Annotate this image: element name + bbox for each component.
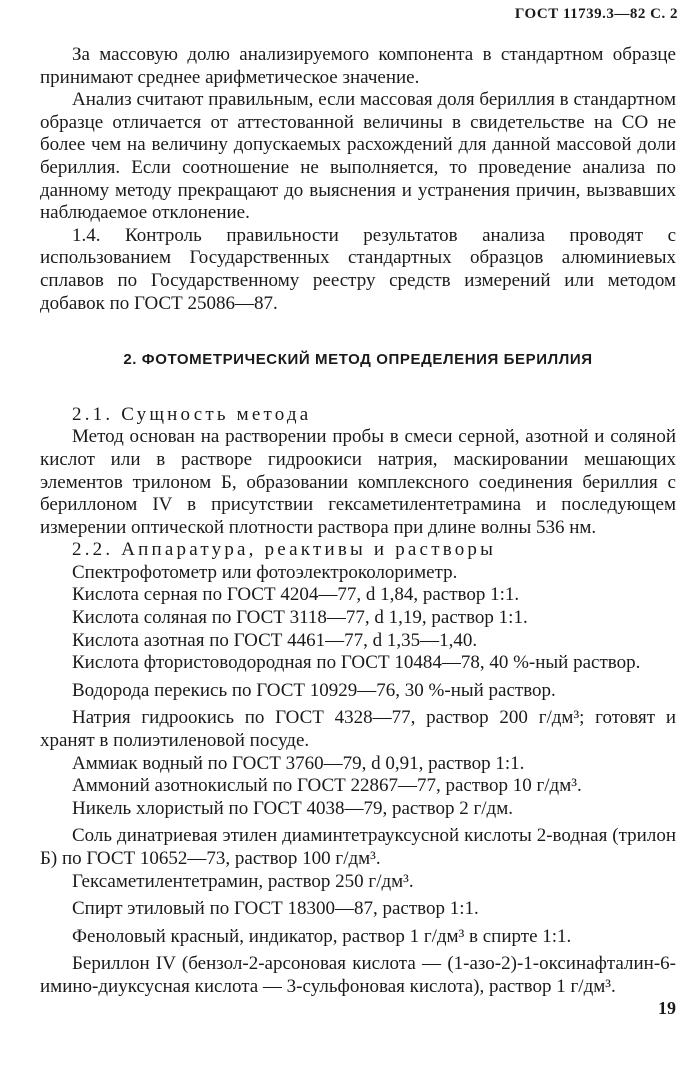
subsection-title: 2.1. Сущность метода bbox=[72, 403, 312, 425]
page-number: 19 bbox=[658, 998, 676, 1018]
reagent-item: Спектрофотометр или фотоэлектроколориметр. bbox=[72, 561, 458, 583]
reagent-item: Кислота соляная по ГОСТ 3118—77, d 1,19, раствор 1:1. bbox=[72, 607, 528, 629]
reagent-item: Соль динатриевая этилен диаминтетрауксусной кислоты 2-водная (трилон Б) по ГОСТ 10652—73, раствор 100 г/дм³. bbox=[40, 825, 676, 869]
paragraph: 1.4. Контроль правильности результатов анализа проводят с использованием Государственных стандартных образцов алюминиевых сплавов по Государственному реестру средств измерений или методом добавок по ГОСТ 25086—87. bbox=[40, 224, 676, 314]
paragraph: Анализ считают правильным, если массовая доля бериллия в стандартном образце отличается от аттестованной величины в свидетельстве на СО не более чем на величину допускаемых расхождений для данной массовой доли бериллия. Если соотношение не выполняется, то проведение анализа по данному методу прекращают до выяснения и устранения причин, вызвавших наблюдаемое отклонение. bbox=[40, 89, 676, 224]
reagent-item: Натрия гидроокись по ГОСТ 4328—77, раствор 200 г/дм³; готовят и хранят в полиэтиленовой посуде. bbox=[40, 707, 676, 752]
reagent-item: Кислота азотная по ГОСТ 4461—77, d 1,35—1,40. bbox=[72, 629, 478, 651]
reagent-item: Аммиак водный по ГОСТ 3760—79, d 0,91, раствор 1:1. bbox=[72, 752, 525, 774]
paragraph: За массовую долю анализируемого компонента в стандартном образце принимают среднее арифметическое значение. bbox=[40, 44, 676, 88]
reagent-item: Гексаметилентетрамин, раствор 250 г/дм³. bbox=[72, 870, 414, 892]
subsection-title: 2.2. Аппаратура, реактивы и растворы bbox=[72, 539, 497, 561]
section-heading: 2. ФОТОМЕТРИЧЕСКИЙ МЕТОД ОПРЕДЕЛЕНИЯ БЕРИЛЛИЯ bbox=[123, 351, 593, 369]
reagent-item: Кислота фтористоводородная по ГОСТ 10484—78, 40 %-ный раствор. bbox=[72, 652, 641, 674]
page-header: ГОСТ 11739.3—82 С. 2 bbox=[514, 6, 678, 22]
reagent-item: Феноловый красный, индикатор, раствор 1 г/дм³ в спирте 1:1. bbox=[72, 925, 572, 947]
reagent-item: Никель хлористый по ГОСТ 4038—79, раствор 2 г/дм. bbox=[72, 797, 513, 819]
reagent-item: Бериллон IV (бензол-2-арсоновая кислота — (1-азо-2)-1-оксинафталин-6-имино-диуксусная кислота — 3-сульфоновая кислота), раствор 1 г/дм³. bbox=[40, 953, 676, 997]
reagent-item: Аммоний азотнокислый по ГОСТ 22867—77, раствор 10 г/дм³. bbox=[72, 775, 582, 797]
reagent-item: Кислота серная по ГОСТ 4204—77, d 1,84, раствор 1:1. bbox=[72, 584, 520, 606]
paragraph: Метод основан на растворении пробы в смеси серной, азотной и соляной кислот или в растворе гидроокиси натрия, маскировании мешающих элементов трилоном Б, образовании комплексного соединения бериллия с бериллоном IV в присутствии гексаметилентетрамина и последующем измерении оптической плотности раствора при длине волны 536 нм. bbox=[40, 426, 676, 538]
reagent-item: Водорода перекись по ГОСТ 10929—76, 30 %-ный раствор. bbox=[72, 679, 556, 701]
page-body bbox=[40, 44, 676, 999]
reagent-item: Спирт этиловый по ГОСТ 18300—87, раствор 1:1. bbox=[72, 898, 479, 920]
